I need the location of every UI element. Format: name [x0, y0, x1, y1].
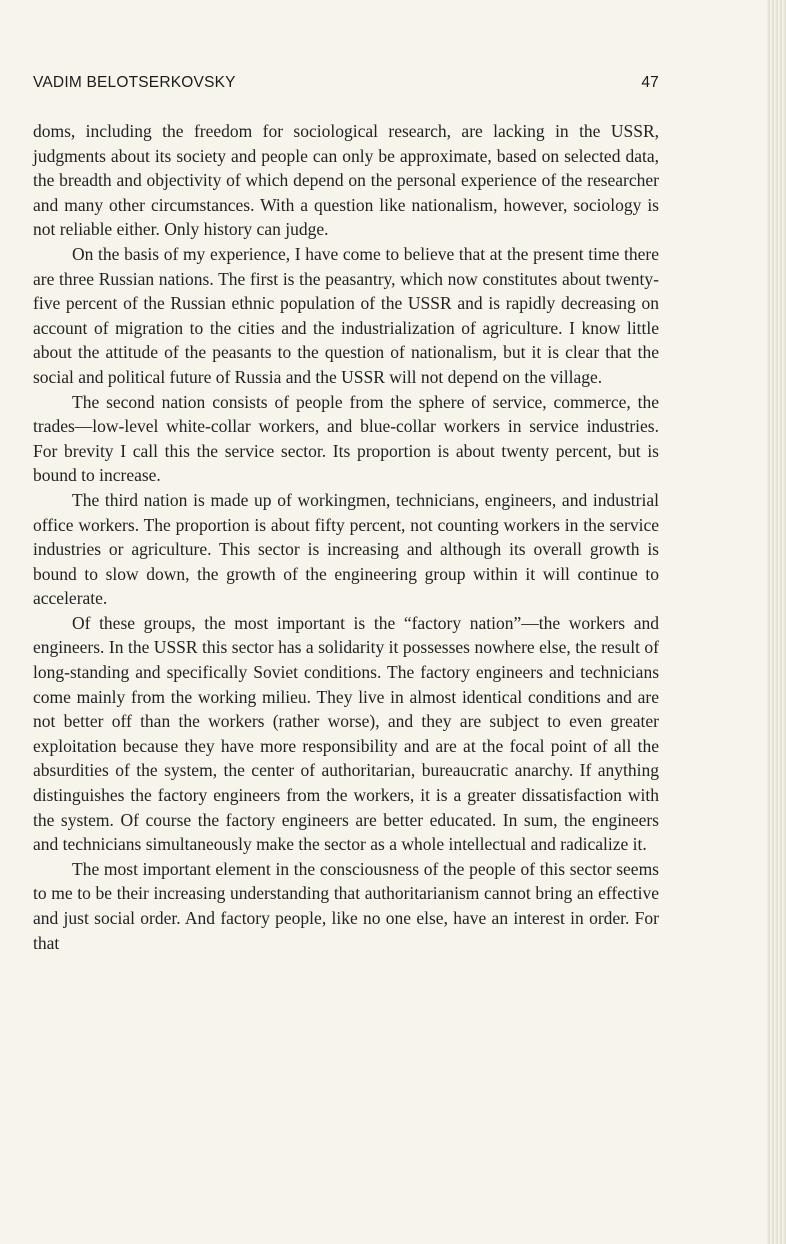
paragraph-3: The second nation consists of people from the sphere of service, commerce, the trades—low-level white-collar workers, and blue-collar workers in service industries. For brevity I call this the service sector. Its proportion is about twenty percent, but is bound to increase. — [33, 391, 659, 486]
paragraph-4: The third nation is made up of workingmen, technicians, engineers, and industrial office workers. The proportion is about fifty percent, not counting workers in the service industries or agriculture. This sector is increasing and although its overall growth is bound to slow down, the growth of the engineering group within it will continue to accelerate. — [33, 489, 659, 609]
page-number: 47 — [641, 74, 659, 91]
running-head: VADIM BELOTSERKOVSKY — [33, 74, 236, 91]
paragraph-1: doms, including the freedom for sociological research, are lacking in the USSR, judgments about its society and people can only be approximate, based on selected data, the breadth and objectivity of which depend on the personal experience of the researcher and many other circumstances. With a question like nationalism, however, sociology is not reliable either. Only history can judge. — [33, 121, 659, 240]
paragraph-6: The most important element in the consciousness of the people of this sector seems to me to be their increasing understanding that authoritarianism cannot bring an effective and just social order. And factory people, like no one else, have an interest in order. For that — [33, 858, 659, 953]
page-edge — [766, 0, 786, 1244]
paragraph-5: Of these groups, the most important is the “factory nation”—the workers and engineers. In the USSR this sector has a solidarity it possesses nowhere else, the result of long-standing and specifically Soviet conditions. The factory engineers and technicians come mainly from the working milieu. They live in almost identical conditions and are not better off than the workers (rather worse), and they are subject to even greater exploitation because they have more responsibility and are at the focal point of all the absurdities of the system, the center of authoritarian, bureaucratic anarchy. If anything distinguishes the factory engineers from the workers, it is a greater dissatisfaction with the system. Of course the factory engineers are better educated. In sum, the engineers and technicians simultaneously make the sector as a whole intellectual and radicalize it. — [33, 612, 659, 855]
page-header — [33, 74, 659, 98]
body-text — [33, 119, 659, 955]
paragraph-2: On the basis of my experience, I have come to believe that at the present time there are three Russian nations. The first is the peasantry, which now constitutes about twenty-five percent of the Russian ethnic population of the USSR and is rapidly decreasing on account of migration to the cities and the industrialization of agriculture. I know little about the attitude of the peasants to the question of nationalism, but it is clear that the social and political future of Russia and the USSR will not depend on the village. — [33, 243, 659, 387]
